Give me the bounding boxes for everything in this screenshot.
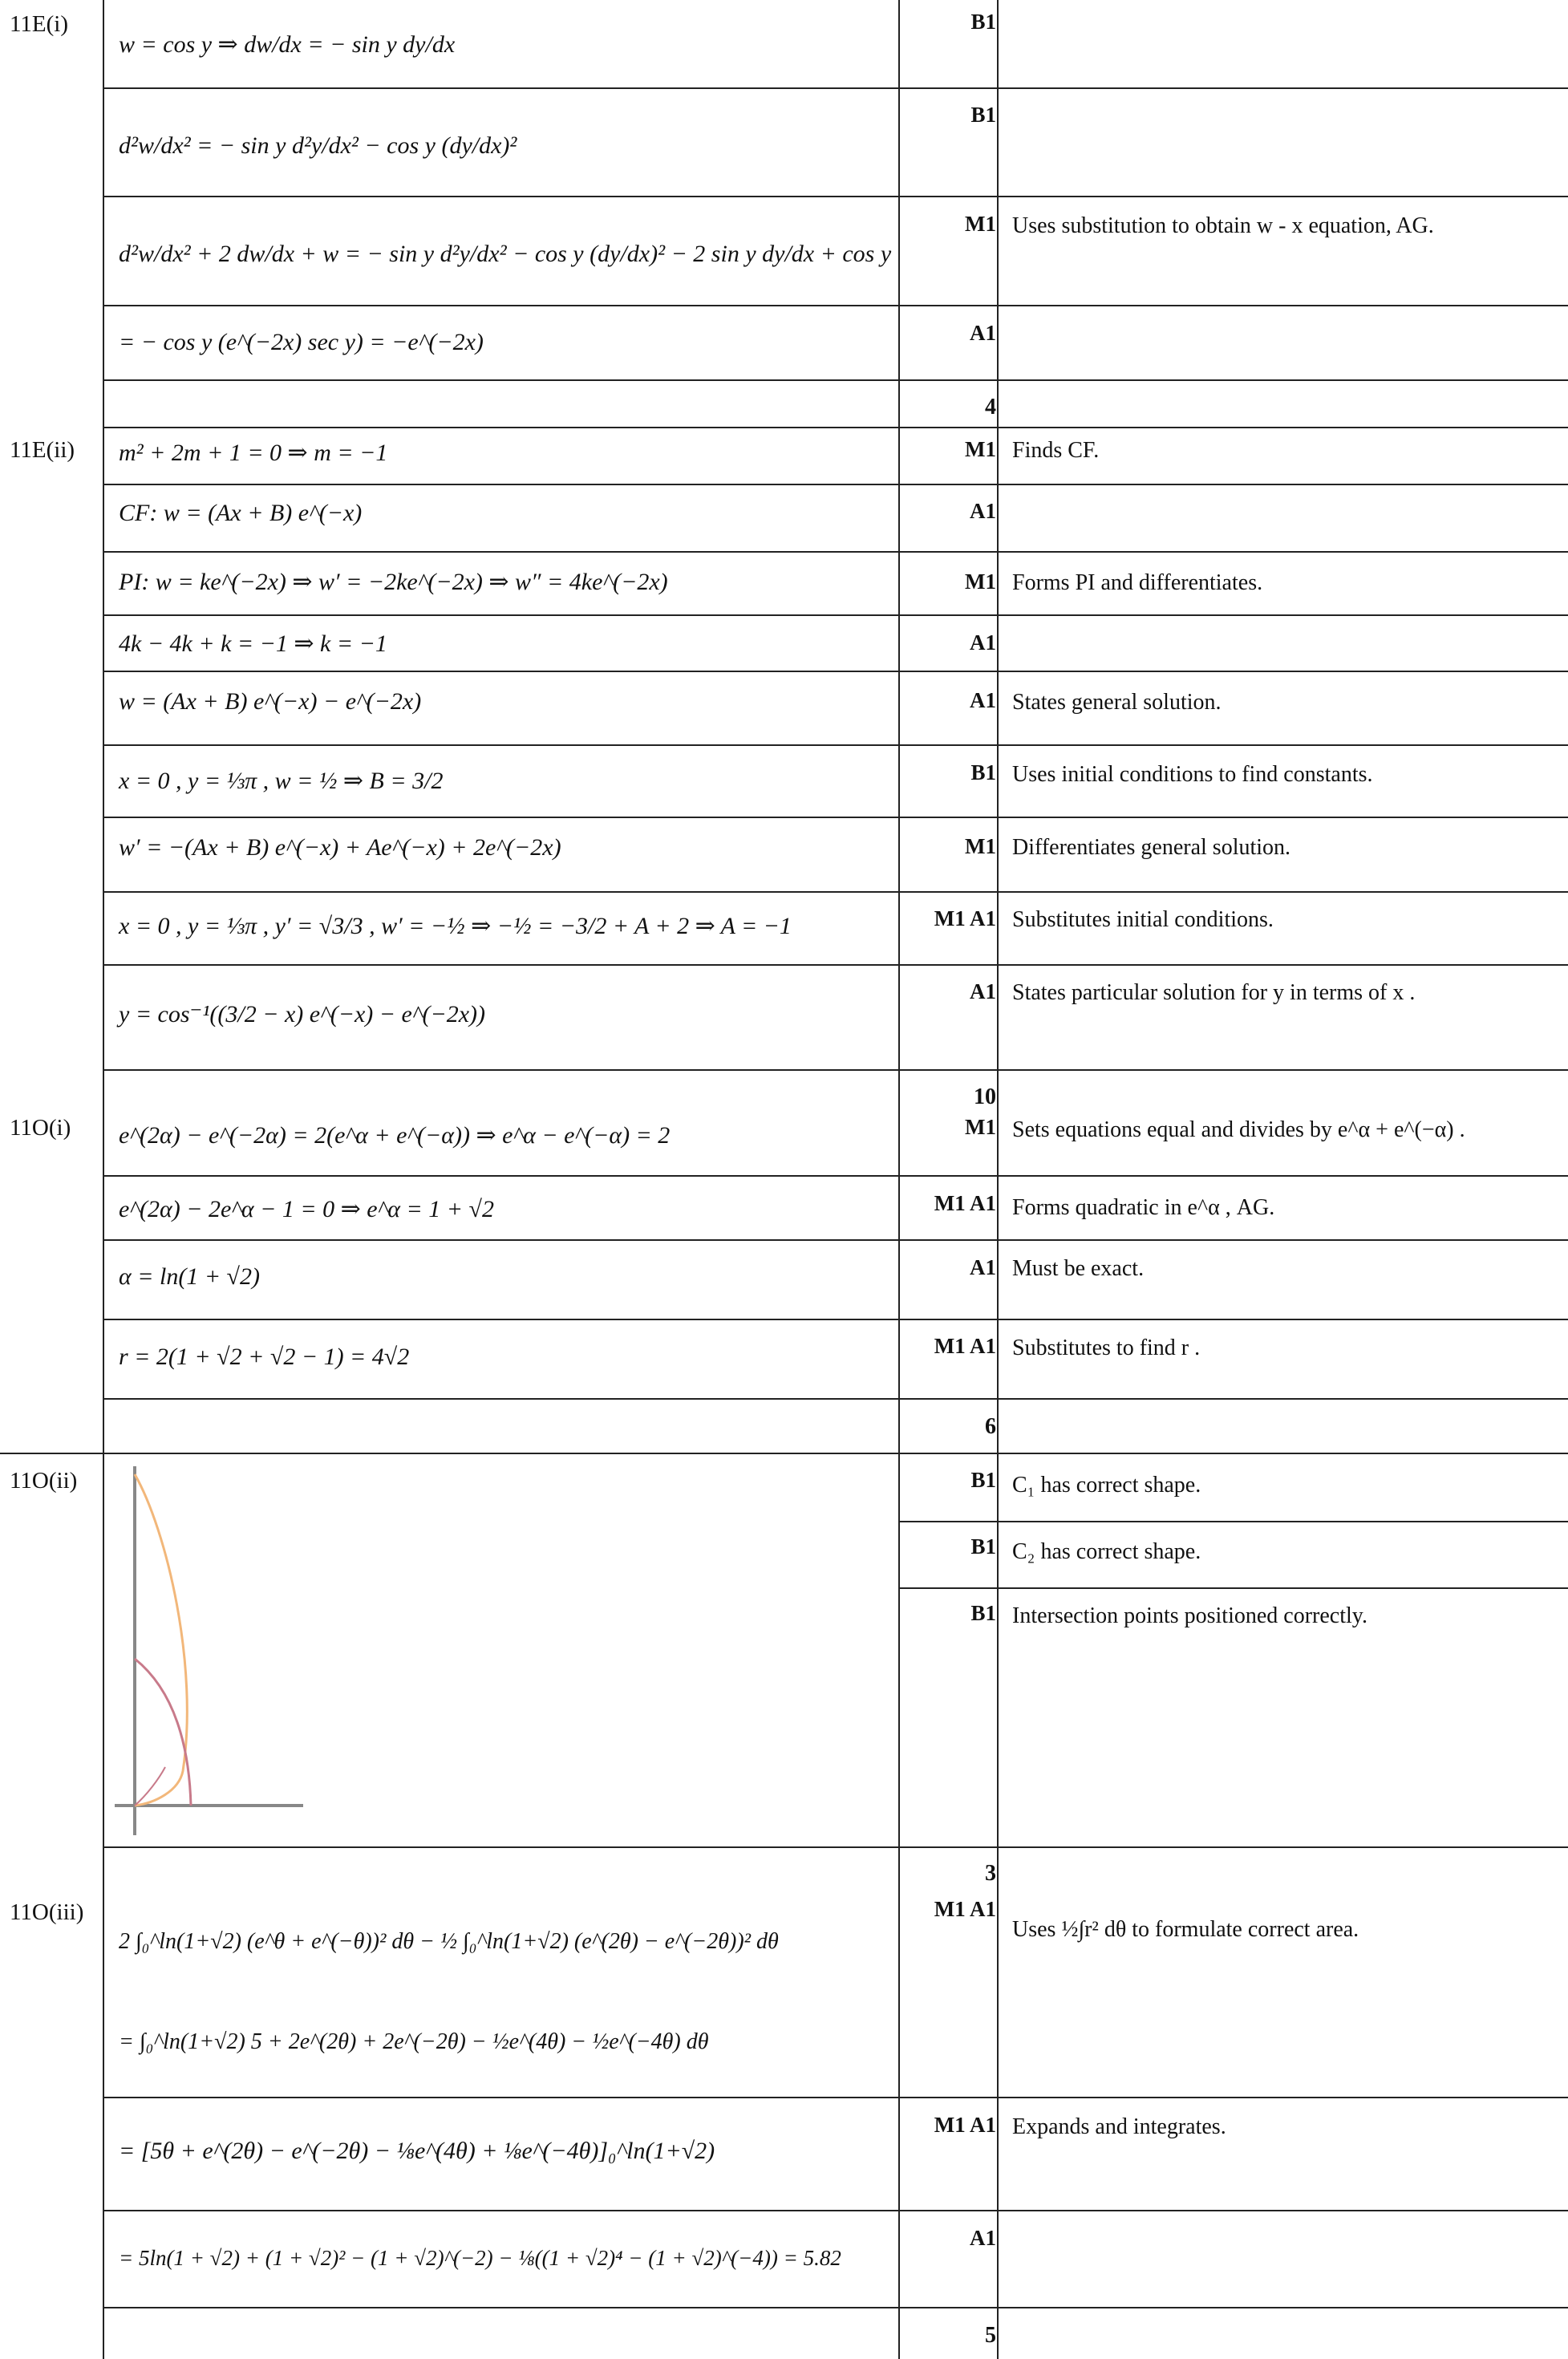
mark: M1	[965, 569, 996, 594]
mark: A1	[970, 630, 996, 655]
mark: M1 A1	[934, 2113, 996, 2137]
working-line: y = cos⁻¹((3/2 − x) e^(−x) − e^(−2x))	[119, 1001, 486, 1028]
working-line: r = 2(1 + √2 + √2 − 1) = 4√2	[119, 1344, 410, 1370]
row-rule	[103, 1319, 1568, 1320]
guidance-note: Forms PI and differentiates.	[1012, 570, 1263, 595]
mark: A1	[970, 979, 996, 1003]
mark-total: 6	[985, 1414, 996, 1439]
mark: B1	[970, 1468, 996, 1492]
row-rule	[103, 2307, 1568, 2308]
mark: A1	[970, 2226, 996, 2250]
column-divider-mark	[997, 0, 999, 2359]
row-rule	[103, 427, 1568, 428]
mark: A1	[970, 1255, 996, 1279]
mark: A1	[970, 499, 996, 523]
row-rule	[898, 1587, 1568, 1589]
section-rule	[0, 1453, 1568, 1454]
row-rule	[103, 817, 1568, 818]
guidance-note: Intersection points positioned correctly.	[1012, 1603, 1367, 1628]
polar-curves-sketch	[111, 1458, 319, 1843]
row-rule	[103, 1069, 1568, 1071]
question-label: 11O(ii)	[10, 1468, 78, 1494]
working-line: d²w/dx² + 2 dw/dx + w = − sin y d²y/dx² − cos y (dy/dx)² − 2 sin y dy/dx + cos y	[119, 241, 892, 267]
mark: M1 A1	[934, 906, 996, 930]
curve-c1	[135, 1474, 187, 1806]
working-line: w = cos y ⇒ dw/dx = − sin y dy/dx	[119, 31, 456, 58]
guidance-note: Expands and integrates.	[1012, 2114, 1226, 2139]
working-line: = [5θ + e^(2θ) − e^(−2θ) − ⅛e^(4θ) + ⅛e^(−4θ)]₀^ln(1+√2)	[119, 2138, 715, 2164]
row-rule	[103, 551, 1568, 553]
working-line: e^(2α) − 2e^α − 1 = 0 ⇒ e^α = 1 + √2	[119, 1196, 494, 1222]
guidance-note: Uses ½∫r² dθ to formulate correct area.	[1012, 1917, 1359, 1942]
column-divider-left	[103, 0, 104, 2359]
working-line: = ∫₀^ln(1+√2) 5 + 2e^(2θ) + 2e^(−2θ) − ½e^(4θ) − ½e^(−4θ) dθ	[119, 2029, 709, 2054]
row-rule	[103, 1398, 1568, 1400]
mark: M1	[965, 437, 996, 461]
question-label: 11E(ii)	[10, 437, 75, 463]
working-line: PI: w = ke^(−2x) ⇒ w′ = −2ke^(−2x) ⇒ w″ = 4ke^(−2x)	[119, 569, 668, 595]
mark: B1	[970, 1534, 996, 1558]
mark: B1	[970, 760, 996, 784]
guidance-note: States general solution.	[1012, 690, 1222, 715]
guidance-note: Substitutes to find r .	[1012, 1336, 1201, 1360]
working-line: w = (Ax + B) e^(−x) − e^(−2x)	[119, 688, 422, 715]
working-line: 4k − 4k + k = −1 ⇒ k = −1	[119, 630, 387, 657]
mark: M1	[965, 834, 996, 858]
guidance-note: Must be exact.	[1012, 1256, 1145, 1281]
row-rule	[103, 614, 1568, 616]
mark-total: 10	[974, 1084, 996, 1109]
guidance-note: Sets equations equal and divides by e^α + e^(−α) .	[1012, 1117, 1465, 1142]
row-rule	[103, 671, 1568, 672]
row-rule	[103, 1239, 1568, 1241]
curve-c2	[135, 1659, 191, 1806]
mark: M1 A1	[934, 1191, 996, 1215]
working-line: α = ln(1 + √2)	[119, 1263, 261, 1290]
guidance-note: Uses substitution to obtain w - x equation, AG.	[1012, 213, 1434, 238]
mark-total: 3	[985, 1861, 996, 1886]
mark: M1 A1	[934, 1897, 996, 1921]
mark: B1	[970, 103, 996, 127]
mark: M1	[965, 212, 996, 236]
question-label: 11E(i)	[10, 11, 69, 37]
row-rule	[103, 744, 1568, 746]
row-rule	[103, 1846, 1568, 1848]
mark: B1	[970, 1601, 996, 1625]
guidance-note: C₂ has correct shape.	[1012, 1539, 1201, 1564]
mark: A1	[970, 321, 996, 345]
guidance-note: C₁ has correct shape.	[1012, 1473, 1201, 1498]
guidance-note: Finds CF.	[1012, 438, 1100, 463]
row-rule	[103, 484, 1568, 485]
working-line: w′ = −(Ax + B) e^(−x) + Ae^(−x) + 2e^(−2x)	[119, 834, 561, 861]
mark: M1	[965, 1115, 996, 1139]
mark: B1	[970, 10, 996, 34]
curve-c2-tail	[135, 1767, 165, 1806]
guidance-note: Uses initial conditions to find constants.	[1012, 762, 1373, 787]
working-line: = 5ln(1 + √2) + (1 + √2)² − (1 + √2)^(−2) − ⅛((1 + √2)⁴ − (1 + √2)^(−4)) = 5.82	[119, 2246, 841, 2270]
column-divider-math	[898, 0, 900, 2359]
row-rule	[103, 87, 1568, 89]
working-line: x = 0 , y = ⅓π , w = ½ ⇒ B = 3/2	[119, 768, 444, 794]
working-line: CF: w = (Ax + B) e^(−x)	[119, 500, 363, 526]
mark: A1	[970, 688, 996, 712]
guidance-note: Forms quadratic in e^α , AG.	[1012, 1195, 1275, 1220]
mark: M1 A1	[934, 1334, 996, 1358]
guidance-note: Substitutes initial conditions.	[1012, 907, 1274, 932]
question-label: 11O(iii)	[10, 1899, 84, 1925]
working-line: m² + 2m + 1 = 0 ⇒ m = −1	[119, 440, 388, 466]
row-rule	[103, 2097, 1568, 2098]
row-rule	[103, 379, 1568, 381]
row-rule	[103, 1175, 1568, 1177]
working-line: 2 ∫₀^ln(1+√2) (e^θ + e^(−θ))² dθ − ½ ∫₀^ln(1+√2) (e^(2θ) − e^(−2θ))² dθ	[119, 1929, 779, 1954]
mark-total: 4	[985, 395, 996, 420]
mark-total: 5	[985, 2323, 996, 2348]
row-rule	[103, 305, 1568, 306]
row-rule	[103, 964, 1568, 966]
row-rule	[103, 891, 1568, 893]
row-rule	[103, 2210, 1568, 2211]
row-rule	[103, 196, 1568, 197]
guidance-note: Differentiates general solution.	[1012, 835, 1291, 860]
guidance-note: States particular solution for y in terms of x .	[1012, 980, 1416, 1005]
working-line: x = 0 , y = ⅓π , y′ = √3/3 , w′ = −½ ⇒ −½ = −3/2 + A + 2 ⇒ A = −1	[119, 913, 792, 939]
working-line: e^(2α) − e^(−2α) = 2(e^α + e^(−α)) ⇒ e^α − e^(−α) = 2	[119, 1122, 671, 1149]
working-line: d²w/dx² = − sin y d²y/dx² − cos y (dy/dx)²	[119, 132, 517, 159]
question-label: 11O(i)	[10, 1115, 71, 1141]
working-line: = − cos y (e^(−2x) sec y) = −e^(−2x)	[119, 329, 484, 355]
row-rule	[898, 1521, 1568, 1522]
